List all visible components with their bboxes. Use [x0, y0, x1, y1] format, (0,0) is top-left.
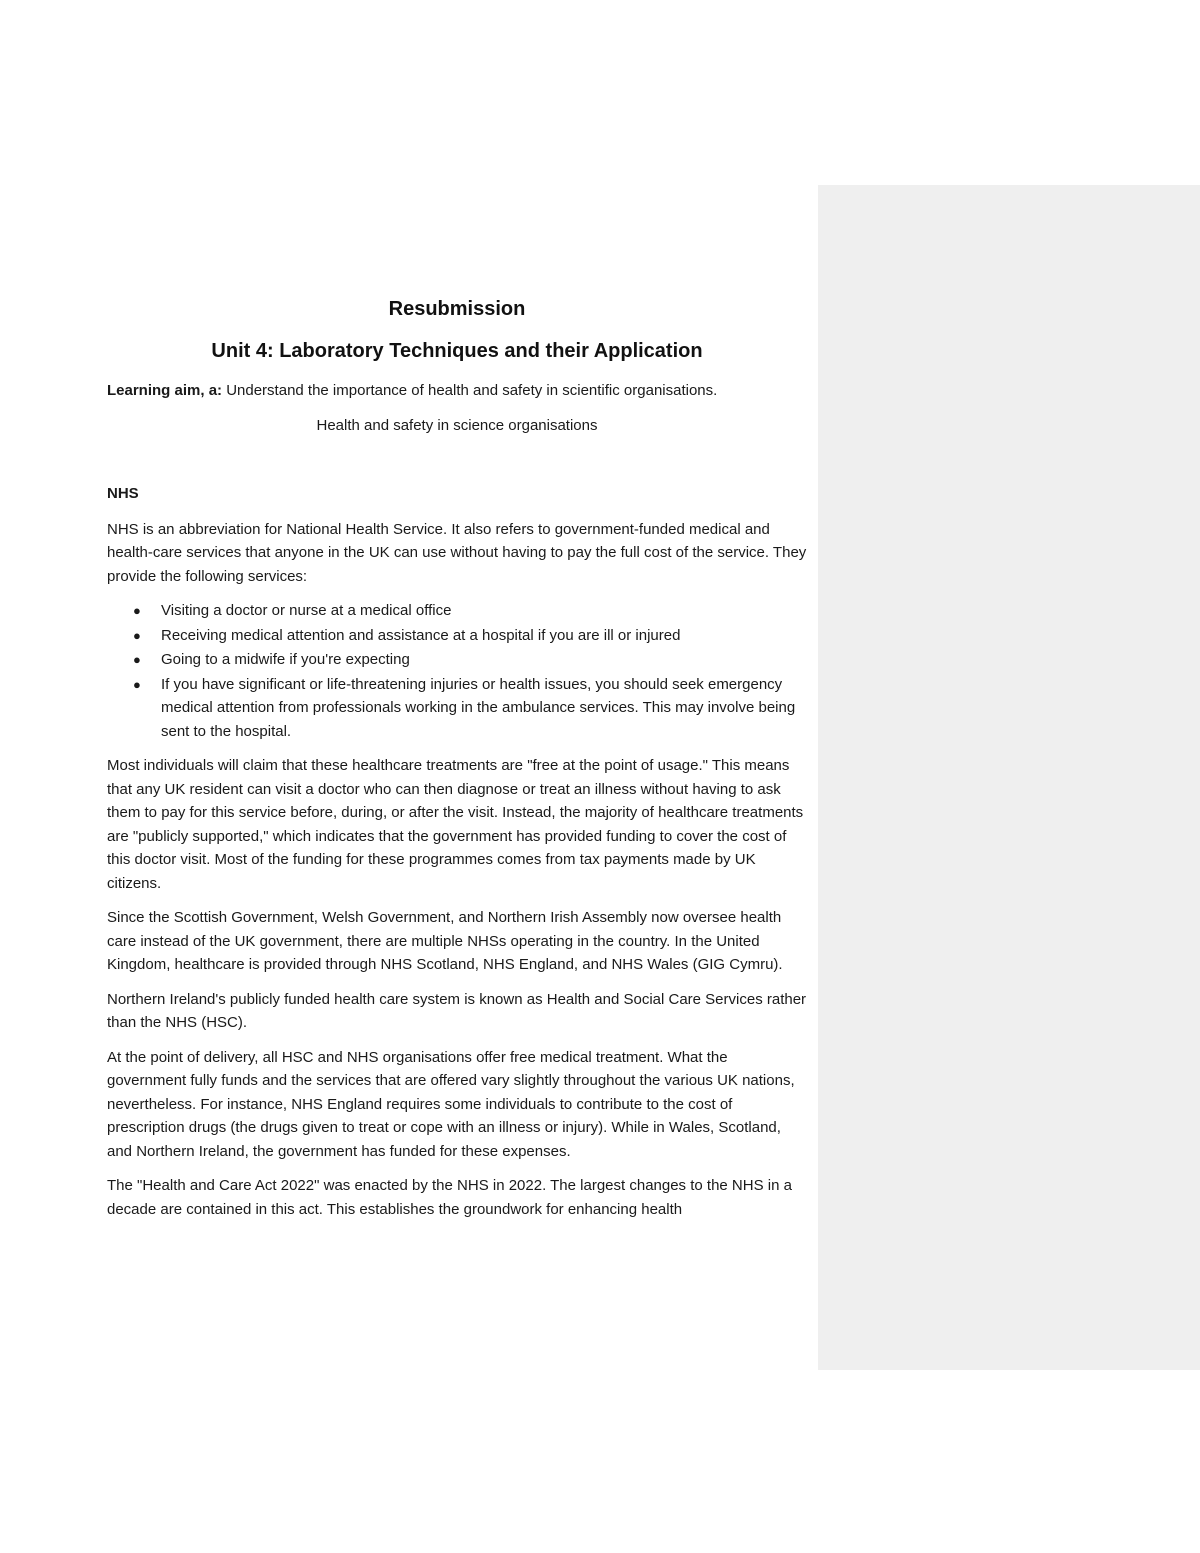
list-item-text: Going to a midwife if you're expecting: [161, 651, 410, 668]
document-page: [107, 295, 807, 1232]
learning-aim-label: Learning aim, a:: [107, 382, 223, 399]
list-item-text: Receiving medical attention and assistance at a hospital if you are ill or injured: [161, 626, 681, 644]
list-item-text: If you have significant or life-threatening injuries or health issues, you should seek emergency medical attention from professionals working in the ambulance services. This may involve being sent to the hospital.: [161, 675, 796, 740]
section-heading-nhs: NHS: [107, 485, 139, 502]
learning-aim: [107, 379, 807, 403]
intro-paragraph: NHS is an abbreviation for National Health Service. It also refers to government-funded medical and health-care services that anyone in the UK can use without having to pay the full cost of the service. They provide the following services:: [107, 520, 807, 585]
comment-margin-pane: [818, 185, 1200, 1370]
body-paragraph: At the point of delivery, all HSC and NHS organisations offer free medical treatment. What the government fully funds and the services that are offered vary slightly throughout the various UK nations, nevertheless. For instance, NHS England requires some individuals to contribute to the cost of prescription drugs (the drugs given to treat or cope with an illness or injury). While in Wales, Scotland, and Northern Ireland, the government has funded for these expenses.: [107, 1048, 795, 1160]
learning-aim-text: Understand the importance of health and safety in scientific organisations.: [222, 382, 718, 399]
body-paragraph: Most individuals will claim that these healthcare treatments are "free at the point of usage." This means that any UK resident can visit a doctor who can then diagnose or treat an illness without having to ask them to pay for this service before, during, or after the visit. Instead, the majority of healthcare treatments are "publicly supported," which indicates that the government has provided funding to cover the cost of this doctor visit. Most of the funding for these programmes comes from tax payments made by UK citizens.: [107, 757, 804, 892]
document-subtitle: Unit 4: Laboratory Techniques and their Application: [211, 340, 703, 362]
services-list: [107, 599, 807, 743]
bullet-icon: ●: [133, 627, 141, 643]
bullet-icon: ●: [133, 652, 141, 667]
bullet-icon: ●: [133, 603, 141, 618]
list-item: [107, 648, 807, 672]
body-paragraph: Northern Ireland's publicly funded health care system is known as Health and Social Care Services rather than the NHS (HSC).: [107, 990, 807, 1031]
list-item: [107, 673, 807, 744]
section-caption: Health and safety in science organisations: [316, 416, 598, 434]
list-item: [107, 624, 807, 648]
body-paragraph: The "Health and Care Act 2022" was enacted by the NHS in 2022. The largest changes to the NHS in a decade are contained in this act. This establishes the groundwork for enhancing health: [107, 1177, 792, 1218]
bullet-icon: ●: [133, 676, 141, 692]
list-item-text: Visiting a doctor or nurse at a medical office: [161, 602, 452, 619]
body-paragraph: Since the Scottish Government, Welsh Government, and Northern Irish Assembly now oversee health care instead of the UK government, there are multiple NHSs operating in the country. In the United Kingdom, healthcare is provided through NHS Scotland, NHS England, and NHS Wales (GIG Cymru).: [107, 909, 783, 973]
list-item: [107, 599, 807, 623]
document-title: Resubmission: [388, 298, 526, 320]
